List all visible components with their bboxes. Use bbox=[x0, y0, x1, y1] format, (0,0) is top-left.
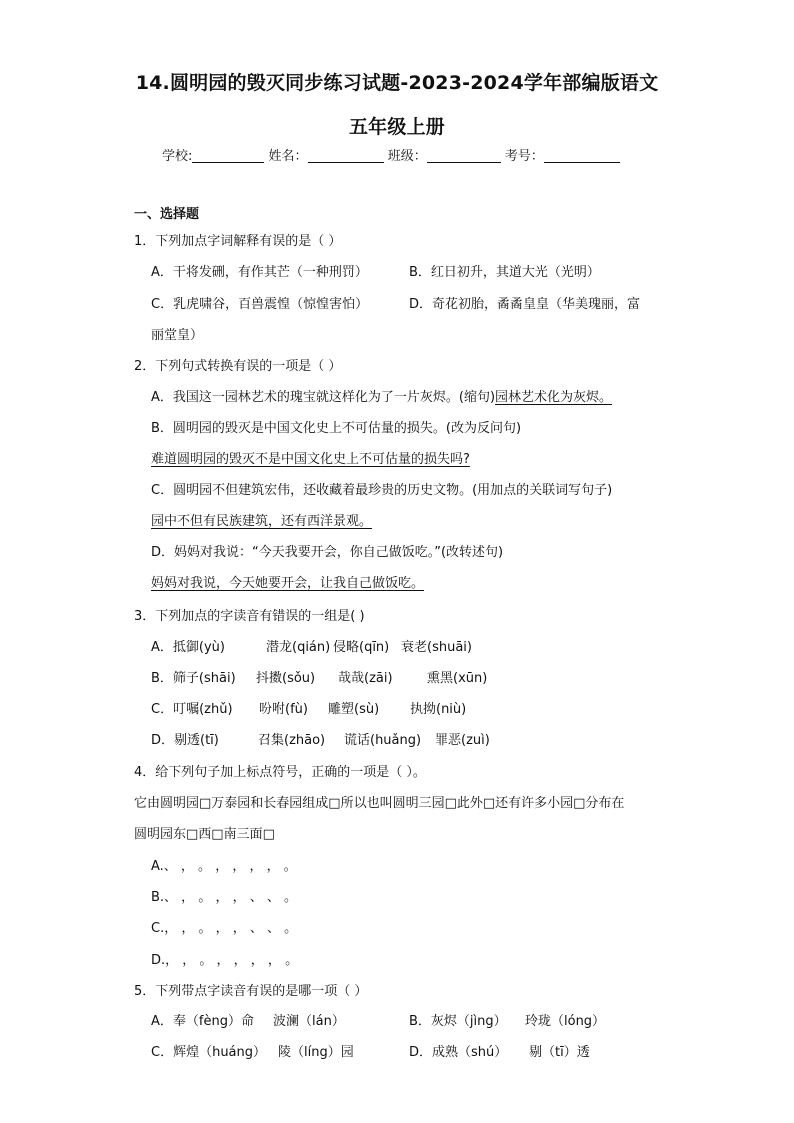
q2-option-a[interactable] bbox=[151, 389, 612, 407]
school-label: 学校: bbox=[162, 149, 193, 164]
q2-option-b-answer: 难道圆明园的毁灭不是中国文化史上不可估量的损失吗? bbox=[151, 452, 470, 467]
q3-stem: 3．下列加点的字读音有错误的一组是( ) bbox=[134, 609, 365, 624]
q4-option-b[interactable]: B.、 ， 。 ， ， 、 、 。 bbox=[151, 890, 297, 905]
q3-a-word4: 衰老(shuāi) bbox=[401, 640, 472, 655]
q5-d-word1: D．成熟（shú） bbox=[409, 1045, 508, 1060]
q3-option-a[interactable] bbox=[151, 639, 472, 657]
student-info-row bbox=[162, 145, 620, 164]
name-label: 姓名： bbox=[268, 149, 308, 164]
q2-option-c-answer: 园中不但有民族建筑，还有西洋景观。 bbox=[151, 514, 373, 529]
q1-option-c[interactable]: C．乳虎啸谷，百兽震惶（惊惶害怕） bbox=[151, 297, 369, 312]
page-title: 14.圆明园的毁灭同步练习试题-2023-2024学年部编版语文 bbox=[135, 72, 659, 94]
q1-option-d[interactable]: D．奇花初胎，矞矞皇皇（华美瑰丽，富 bbox=[409, 297, 641, 312]
q4-option-c[interactable]: C.， ， 。 ， ， 、 、 。 bbox=[151, 921, 298, 936]
q3-a-word1: A．抵御(yù) bbox=[151, 640, 225, 655]
q3-d-word4: 罪恶(zuì) bbox=[435, 733, 490, 748]
number-field[interactable] bbox=[544, 148, 620, 163]
q3-a-word2: 潜龙(qián) bbox=[266, 640, 331, 655]
q1-option-a[interactable]: A．干将发硎，有作其芒（一种刑罚） bbox=[151, 265, 368, 280]
q4-option-d[interactable]: D.， ， 。 ， ， ， ， 。 bbox=[151, 953, 299, 968]
q3-d-word2: 召集(zhāo) bbox=[258, 733, 326, 748]
q4-stem: 4．给下列句子加上标点符号，正确的一项是（ ）。 bbox=[134, 765, 426, 780]
q2-option-d[interactable]: D．妈妈对我说：“今天我要开会，你自己做饭吃。”(改转述句) bbox=[151, 545, 504, 560]
q5-c-word2: 陵（líng）园 bbox=[278, 1045, 354, 1060]
q5-b-word1: B．灰烬（jìng） bbox=[409, 1014, 507, 1029]
q2-option-a-answer: 园林艺术化为灰烬。 bbox=[495, 390, 613, 405]
q1-option-d-cont: 丽堂皇） bbox=[151, 328, 204, 343]
q2-stem: 2．下列句式转换有误的一项是（ ） bbox=[134, 359, 342, 374]
name-field[interactable] bbox=[308, 148, 384, 163]
page-subtitle: 五年级上册 bbox=[348, 116, 445, 138]
q3-c-word3: 雕塑(sù) bbox=[328, 702, 380, 717]
class-field[interactable] bbox=[427, 148, 501, 163]
q3-c-word4: 执拗(niù) bbox=[410, 702, 467, 717]
q2-option-c[interactable]: C．圆明园不但建筑宏伟，还收藏着最珍贵的历史文物。(用加点的关联词写句子) bbox=[151, 483, 613, 498]
q4-sentence-line1: 它由圆明园□万泰园和长春园组成□所以也叫圆明三园□此外□还有许多小园□分布在 bbox=[134, 796, 625, 811]
class-label: 班级： bbox=[387, 149, 427, 164]
q5-b-word2: 玲珑（lóng） bbox=[525, 1014, 606, 1029]
school-field[interactable] bbox=[192, 148, 264, 163]
q3-b-word2: 抖擞(sǒu) bbox=[256, 671, 316, 686]
q3-b-word1: B．筛子(shāi) bbox=[151, 671, 236, 686]
q5-option-b[interactable] bbox=[409, 1013, 606, 1031]
q1-option-b[interactable]: B．红日初升，其道大光（光明） bbox=[409, 265, 600, 280]
q2-option-a-text: A．我国这一园林艺术的瑰宝就这样化为了一片灰烬。(缩句) bbox=[151, 390, 496, 405]
q5-option-a[interactable] bbox=[151, 1013, 345, 1031]
q2-option-b[interactable]: B．圆明园的毁灭是中国文化史上不可估量的损失。(改为反问句) bbox=[151, 421, 522, 436]
number-label: 考号： bbox=[504, 149, 544, 164]
q3-d-word3: 谎话(huǎng) bbox=[344, 733, 422, 748]
q5-a-word2: 波澜（lán） bbox=[273, 1014, 345, 1029]
q3-a-word3: 侵略(qīn) bbox=[333, 640, 390, 655]
q3-c-word1: C．叮嘱(zhǔ) bbox=[151, 702, 233, 717]
q5-c-word1: C．辉煌（huáng） bbox=[151, 1045, 267, 1060]
q3-b-word3: 哉哉(zāi) bbox=[338, 671, 393, 686]
q3-option-b[interactable] bbox=[151, 670, 488, 688]
q5-option-c[interactable] bbox=[151, 1044, 354, 1062]
q5-option-d[interactable] bbox=[409, 1044, 590, 1062]
q5-a-word1: A．奉（fèng）命 bbox=[151, 1014, 254, 1029]
q2-option-d-answer: 妈妈对我说，今天她要开会，让我自己做饭吃。 bbox=[151, 576, 425, 591]
q3-option-d[interactable] bbox=[151, 732, 490, 750]
section-title: 一、选择题 bbox=[134, 207, 200, 222]
q4-sentence-line2: 圆明园东□西□南三面□ bbox=[134, 827, 275, 842]
q5-d-word2: 剔（tī）透 bbox=[529, 1045, 590, 1060]
q3-b-word4: 熏黑(xūn) bbox=[427, 671, 488, 686]
q3-option-c[interactable] bbox=[151, 701, 467, 719]
q1-stem: 1．下列加点字词解释有误的是（ ） bbox=[134, 234, 342, 249]
q3-d-word1: D．剔透(tī) bbox=[151, 733, 219, 748]
q5-stem: 5．下列带点字读音有误的是哪一项（ ） bbox=[134, 984, 368, 999]
q4-option-a[interactable]: A.、 ， 。 ， ， ， ， 。 bbox=[151, 859, 297, 874]
q3-c-word2: 吩咐(fù) bbox=[259, 702, 308, 717]
